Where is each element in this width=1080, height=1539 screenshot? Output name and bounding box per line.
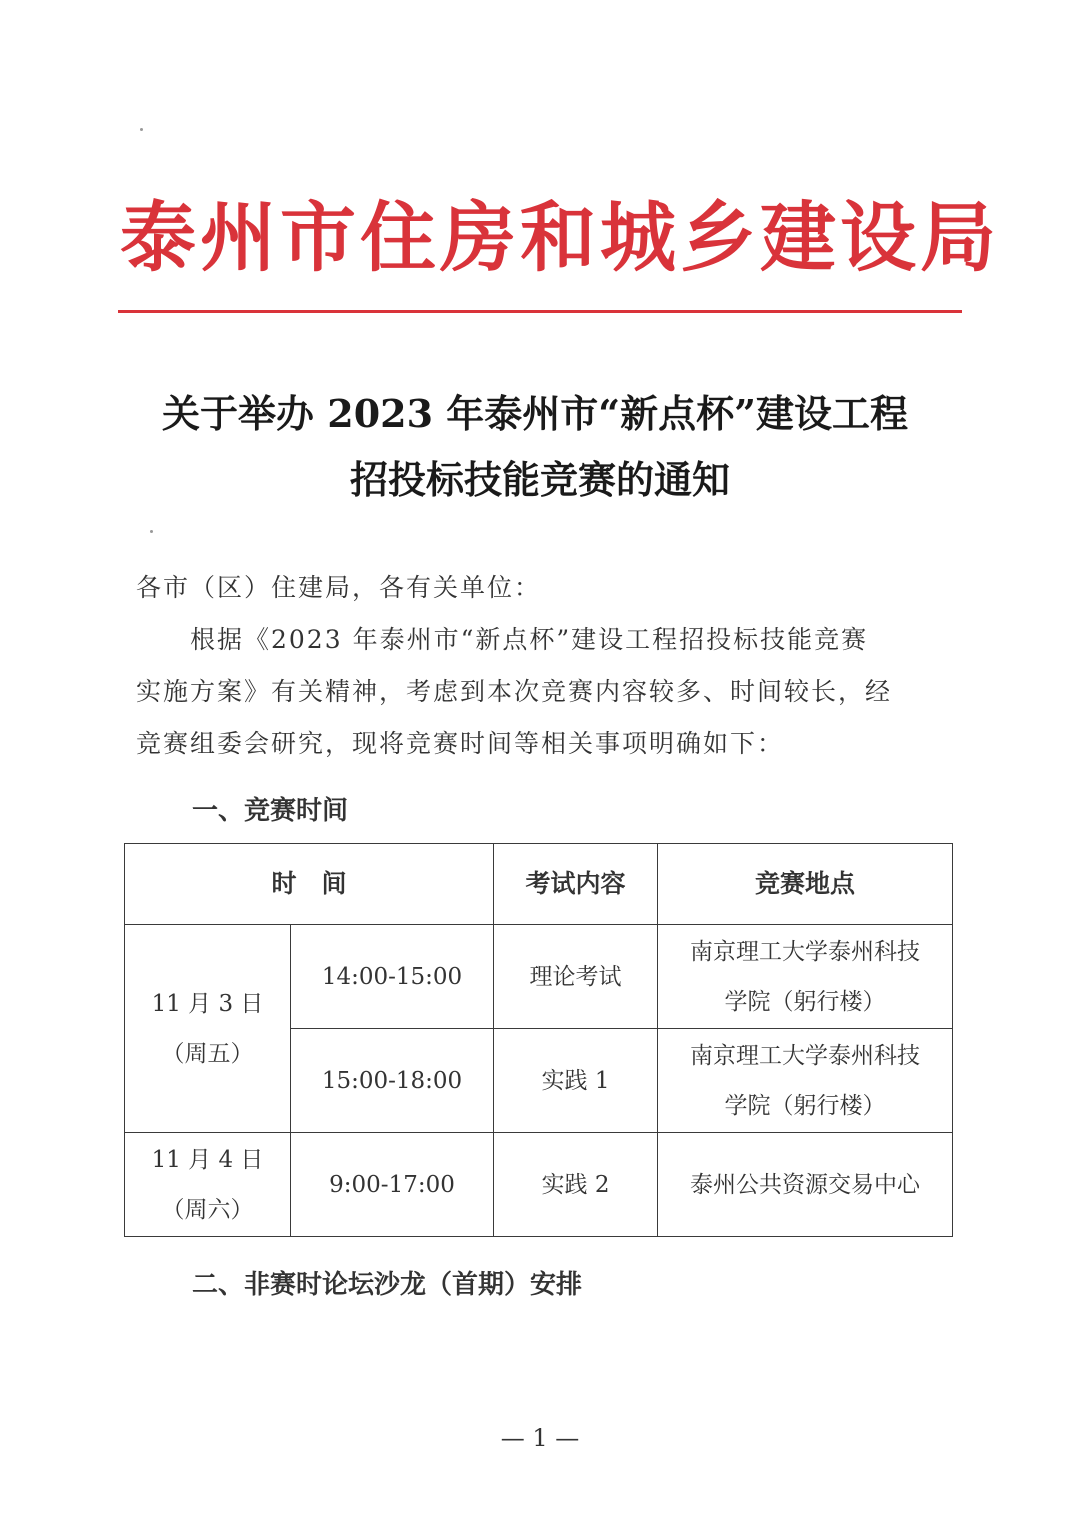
- content-cell: 实践 2: [494, 1133, 658, 1237]
- body-line-2: 实施方案》有关精神，考虑到本次竞赛内容较多、时间较长，经: [136, 677, 893, 706]
- date: 11 月 3 日: [151, 990, 264, 1017]
- location-line-2: 学院（躬行楼）: [724, 1092, 886, 1119]
- location-cell: [658, 1029, 953, 1133]
- header-time: 时 间: [125, 844, 494, 925]
- location-cell: [658, 925, 953, 1029]
- location-line-1: 南京理工大学泰州科技: [690, 938, 921, 965]
- body-line-3: 竞赛组委会研究，现将竞赛时间等相关事项明确如下：: [136, 729, 785, 758]
- time-cell: 14:00-15:00: [291, 925, 494, 1029]
- letterhead: 泰州市住房和城乡建设局: [120, 193, 1000, 282]
- page-number: — 1 —: [500, 1424, 580, 1452]
- section-heading-2: 二、非赛时论坛沙龙（首期）安排: [192, 1270, 583, 1300]
- red-divider: [118, 310, 962, 313]
- scan-speck: [140, 128, 143, 131]
- time-cell: 9:00-17:00: [291, 1133, 494, 1237]
- body-line-1: 根据《2023 年泰州市“新点杯”建设工程招投标技能竞赛: [190, 625, 869, 654]
- location-cell: 泰州公共资源交易中心: [658, 1133, 953, 1237]
- time-cell: 15:00-18:00: [291, 1029, 494, 1133]
- table-row: [125, 925, 953, 1029]
- doc-title-line-1: 关于举办 2023 年泰州市“新点杯”建设工程: [162, 391, 908, 436]
- date-cell-day1: [125, 925, 291, 1133]
- location-line-2: 学院（躬行楼）: [724, 988, 886, 1015]
- content-cell: 实践 1: [494, 1029, 658, 1133]
- content-cell: 理论考试: [494, 925, 658, 1029]
- table-row: [125, 1133, 953, 1237]
- section-heading-1: 一、竞赛时间: [192, 796, 349, 826]
- salutation: 各市（区）住建局，各有关单位：: [136, 573, 542, 602]
- scan-speck: [150, 530, 153, 533]
- weekday: （周五）: [161, 1040, 254, 1067]
- header-location: 竞赛地点: [658, 844, 953, 925]
- location-line-1: 南京理工大学泰州科技: [690, 1042, 921, 1069]
- weekday: （周六）: [161, 1196, 254, 1223]
- date: 11 月 4 日: [151, 1146, 264, 1173]
- schedule-table: [124, 843, 953, 1237]
- date-cell-day2: [125, 1133, 291, 1237]
- doc-title-line-2: 招投标技能竞赛的通知: [349, 457, 730, 502]
- header-content: 考试内容: [494, 844, 658, 925]
